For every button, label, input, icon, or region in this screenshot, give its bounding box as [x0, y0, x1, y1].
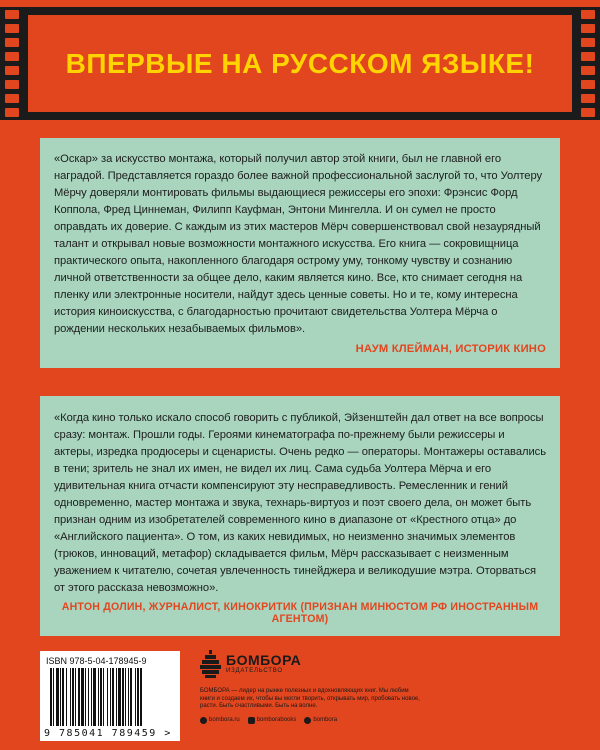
globe-icon — [200, 717, 207, 724]
film-frame — [28, 15, 572, 112]
publisher-description: БОМБОРА — лидер на рынке полезных и вдохновляющих книг. Мы любим книги и создаем их, чтобы вы могли творить, открывать мир, пробовать новое, расти. Быть счастливыми. Быть на волне. — [200, 688, 420, 709]
barcode-bars — [50, 668, 168, 726]
publisher-logo — [200, 650, 430, 678]
quote-text: «Когда кино только искало способ говорить с публикой, Эйзенштейн дал ответ на все вопросы сразу: монтаж. Прошли годы. Героями кинематографа по-прежнему были режиссеры и актеры, изредка продюсеры и сценаристы. Очень редко — операторы. Монтажеры оставались в тени; зритель не знал их имен, не видел их лиц. Сама судьба Уолтера Мёрча и его удивительная книга отчасти компенсируют эту несправедливость. Ремесленник и гений одновременно, мастер монтажа и звука, технарь-виртуоз и поэт своего дела, он может быть признан одним из изобретателей современного кино в диапазоне от «Крестного отца» до «Английского пациента». О том, из каких невидимых, но неизменно значимых элементов (трюков, инноваций, метафор) складывается фильм, Мёрч рассказывает с неизменным уважением к читателю, сочетая увлеченность тинейджера и великодушие мэтра. Оторваться от этого рассказа невозможно». — [54, 412, 546, 594]
isbn-label: ISBN 978-5-04-178945-9 — [46, 656, 147, 666]
quote-panel-1 — [40, 138, 560, 368]
film-perforations-left — [5, 10, 19, 117]
bombora-logo-icon — [200, 650, 222, 678]
telegram-icon — [304, 717, 311, 724]
barcode-number: 9 785041 789459 > — [44, 728, 172, 739]
barcode-box — [40, 651, 180, 741]
quote-panel-2 — [40, 396, 560, 636]
film-perforations-right — [581, 10, 595, 117]
publisher-socials — [200, 717, 430, 724]
quote-author: НАУМ КЛЕЙМАН, ИСТОРИК КИНО — [355, 343, 546, 355]
publisher-block — [200, 650, 430, 724]
vk-icon — [248, 717, 255, 724]
quote-text: «Оскар» за искусство монтажа, который получил автор этой книги, был не главной его наградой. Представляется гораздо более важной профессиональной заслугой то, что Уолтеру Мёрчу доверяли монтировать фильмы выдающиеся режиссеры его эпохи: Фрэнсис Форд Коппола, Фред Циннеман, Филипп Кауфман, Энтони Мингелла. И он сумел не просто оправдать их доверие. С каждым из этих мастеров Мёрч совершенствовал свой незаурядный талант и открывал новые возможности монтажного искусства. Его книга — сокровищница практического опыта, накопленного благодаря острому уму, тонкому чувству и сознанию личной ответственности за общее дело, каким является кино. Все, кто снимает сегодня на пленку или электронные носители, найдут здесь ценные советы. Но и те, кому интересна история киноискусства, с благодарностью прочитают свидетельства Уолтера Мёрча о рождении нескольких незабываемых фильмов». — [54, 153, 543, 335]
quote-author: АНТОН ДОЛИН, ЖУРНАЛИСТ, КИНОКРИТИК (ПРИЗНАН МИНЮСТОМ РФ ИНОСТРАННЫМ АГЕНТОМ) — [61, 601, 539, 625]
publisher-name: БОМБОРА — [226, 652, 302, 668]
social-website: bombora.ru — [200, 717, 240, 724]
social-vk: bomborabooks — [248, 717, 297, 724]
headline: ВПЕРВЫЕ НА РУССКОМ ЯЗЫКЕ! — [65, 47, 535, 79]
social-telegram: bombora — [304, 717, 337, 724]
filmstrip-banner — [0, 7, 600, 120]
publisher-subtitle: ИЗДАТЕЛЬСТВО — [226, 668, 283, 674]
